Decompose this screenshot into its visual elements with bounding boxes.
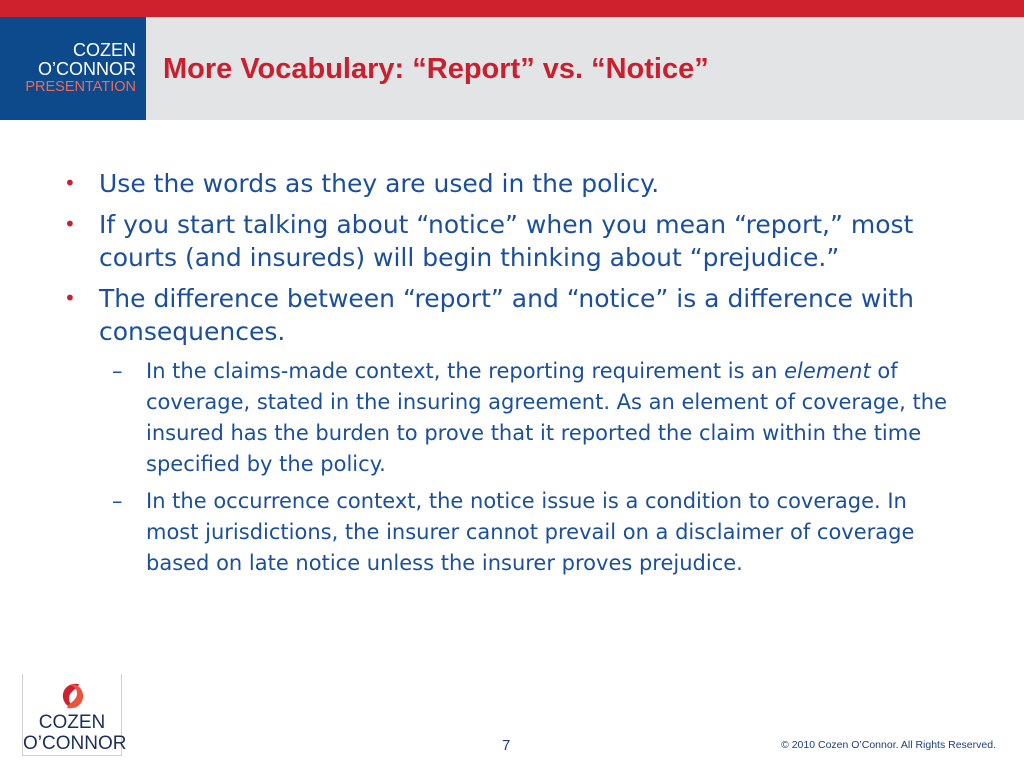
footer-logo-line1: COZEN (38, 712, 106, 733)
bullet-text: The difference between “report” and “notice” is a difference with consequences. (99, 284, 914, 346)
bullet-dot-icon: • (64, 171, 76, 195)
bullet-item (60, 282, 960, 348)
bullet-dot-icon: • (64, 212, 76, 236)
header-logo (0, 17, 146, 120)
bullet-item (60, 208, 960, 274)
sub-bullet-text-before: In the claims-made context, the reporting requirement is an (146, 359, 785, 383)
top-accent-bar (0, 0, 1024, 17)
copyright-notice: © 2010 Cozen O’Connor. All Rights Reserved. (781, 739, 996, 751)
sub-bullet-item (60, 486, 960, 579)
footer-logo (22, 674, 127, 756)
slide-title: More Vocabulary: “Report” vs. “Notice” (163, 53, 709, 85)
sub-bullet-item (60, 356, 960, 480)
slide-body (60, 167, 960, 585)
dash-icon: – (112, 489, 123, 513)
header-logo-line3: PRESENTATION (25, 79, 136, 95)
bullet-text: If you start talking about “notice” when you mean “report,” most courts (and insureds) will begin thinking about “prejudice.” (99, 210, 914, 272)
bullet-item (60, 167, 960, 200)
page-number: 7 (502, 737, 511, 754)
header-logo-line2: O’CONNOR (38, 59, 136, 79)
footer-logo-line2: O’CONNOR (23, 733, 127, 754)
sub-bullet-text: In the occurrence context, the notice issue is a condition to coverage. In most jurisdictions, the insurer cannot prevail on a disclaimer of coverage based on late notice unless the insurer proves prejudice. (146, 489, 915, 575)
header-logo-line1: COZEN (73, 40, 136, 60)
bullet-text: Use the words as they are used in the policy. (99, 169, 660, 198)
swirl-logo-icon (57, 680, 89, 712)
sub-bullet-text-after: of coverage, stated in the insuring agreement. As an element of coverage, the insured has the burden to prove that it reported the claim within the time specified by the policy. (146, 359, 947, 476)
dash-icon: – (112, 359, 123, 383)
sub-bullet-emphasis: element (784, 359, 871, 383)
bullet-dot-icon: • (64, 286, 76, 310)
